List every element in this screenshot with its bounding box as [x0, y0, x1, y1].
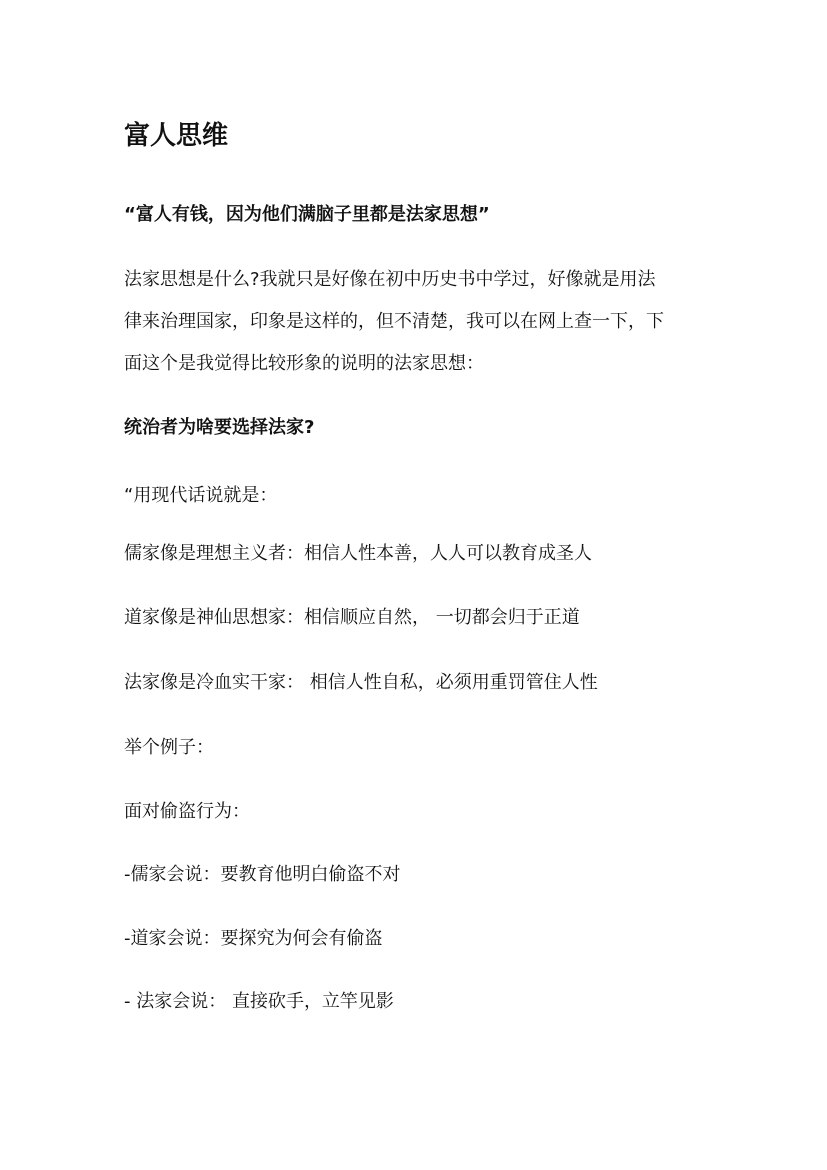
response-legalist: - 法家会说： 直接砍手，立竿见影	[124, 991, 394, 1012]
quote-intro: “用现代话说就是：	[124, 485, 278, 506]
comparison-confucian: 儒家像是理想主义者：相信人性本善，人人可以教育成圣人	[124, 543, 592, 564]
response-confucian: -儒家会说：要教育他明白偷盗不对	[124, 864, 401, 885]
scenario-line: 面对偷盗行为：	[124, 801, 250, 822]
intro-line-1: 法家思想是什么?我就只是好像在初中历史书中学过，好像就是用法	[124, 269, 656, 290]
example-label: 举个例子：	[124, 737, 214, 758]
section-heading: 统治者为啥要选择法家?	[124, 417, 315, 438]
document-title: 富人思维	[124, 121, 229, 151]
response-daoist: -道家会说：要探究为何会有偷盗	[124, 928, 383, 949]
comparison-daoist: 道家像是神仙思想家：相信顺应自然， 一切都会归于正道	[124, 607, 580, 628]
intro-line-3: 面这个是我觉得比较形象的说明的法家思想：	[124, 353, 484, 374]
intro-line-2: 律来治理国家，印象是这样的，但不清楚，我可以在网上查一下，下	[124, 311, 664, 332]
comparison-legalist: 法家像是冷血实干家： 相信人性自私，必须用重罚管住人性	[124, 672, 598, 693]
quote-line: “富人有钱，因为他们满脑子里都是法家思想”	[124, 204, 490, 225]
